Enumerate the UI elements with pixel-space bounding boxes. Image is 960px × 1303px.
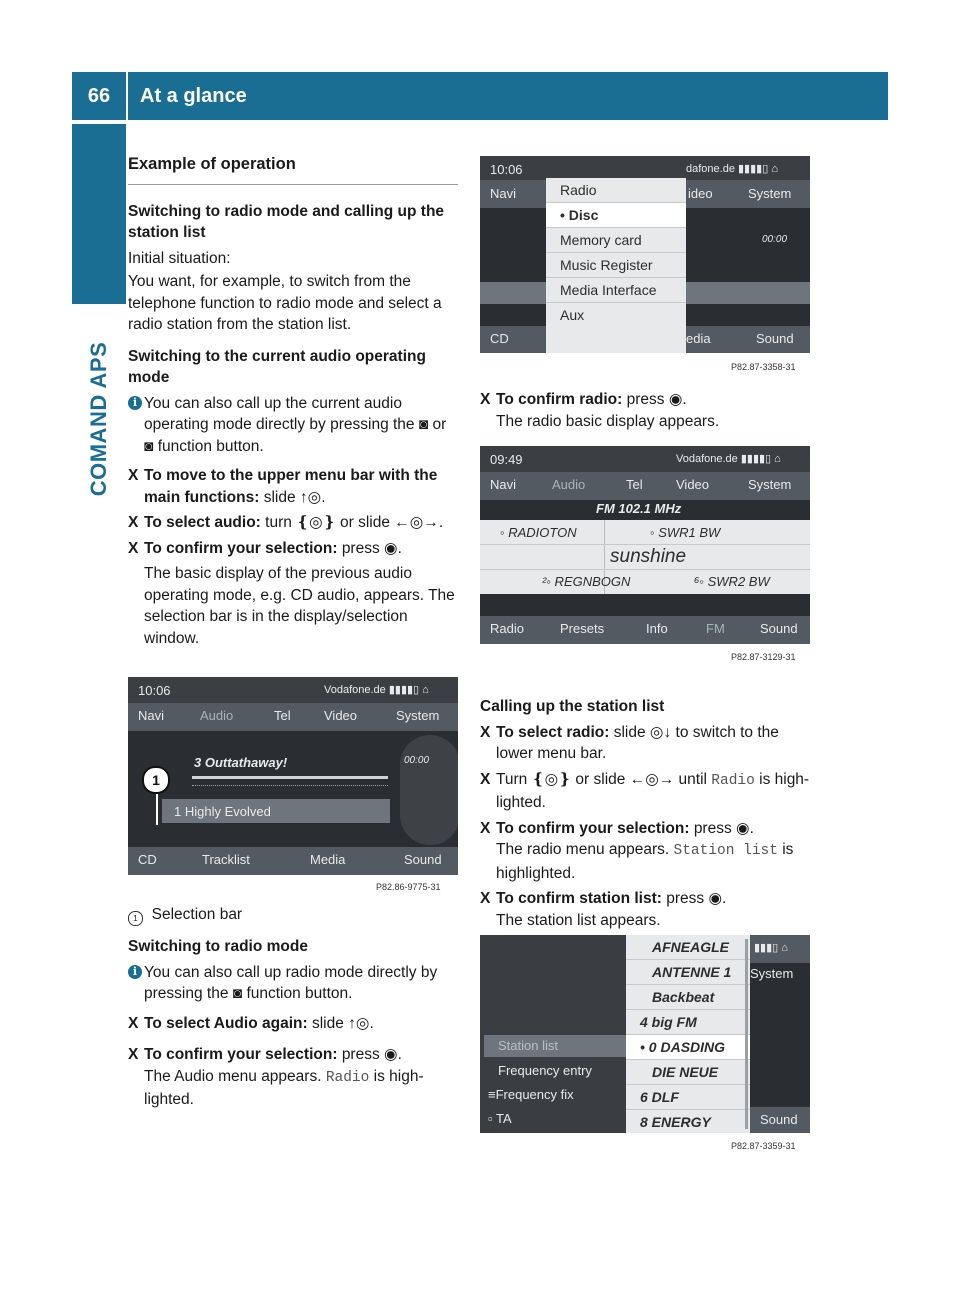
radio-button-icon: ◙	[232, 985, 243, 1002]
step-bullet-icon: X	[128, 1014, 139, 1032]
step: X To confirm station list: press ◉. The station list appears.	[480, 890, 727, 929]
step-bullet-icon: X	[480, 890, 491, 907]
page-header	[72, 72, 888, 120]
left-column-continued	[128, 904, 458, 1115]
paragraph: Initial situation:	[128, 249, 231, 267]
step-description: The basic display of the previous audio operating mode, e.g. CD audio, appears. The selection bar is in the display/selection window.	[144, 565, 455, 647]
subheading: Switching to radio mode and calling up the station list	[128, 202, 445, 241]
station-list: AFNEAGLE ANTENNE 1 Backbeat 4 big FM • 0 DASDING DIE NEUE 6 DLF 8 ENERGY	[626, 935, 750, 1133]
subheading: Switching to the current audio operating mode	[128, 347, 426, 386]
turn-controller-icon: ❴◎❵	[296, 514, 336, 531]
info-icon: i	[128, 396, 142, 410]
info-note: i You can also call up radio mode directly by pressing the ◙ function button.	[128, 962, 458, 1005]
info-note: i You can also call up the current audio operating mode directly by pressing the ◙ or ◙ function button.	[128, 393, 458, 458]
side-tab	[72, 124, 126, 304]
legend: 1 Selection bar	[128, 904, 458, 926]
page-title: At a glance	[140, 85, 247, 107]
step-bullet-icon: X	[480, 819, 491, 837]
step: X To select radio: slide ◎↓ to switch to the lower menu bar.	[480, 723, 779, 762]
step: X To confirm your selection: press ◉. The radio menu appears. Station list is highlighted.	[480, 819, 794, 882]
step: X To select audio: turn ❴◎❵ or slide ←◎→.	[128, 512, 458, 534]
disc-button-icon: ◙	[144, 437, 154, 455]
slide-up-icon: ↑◎	[348, 1014, 370, 1032]
slide-up-icon: ↑◎	[299, 488, 322, 506]
screen-radio: 09:49 Vodafone.de ▮▮▮▮▯ ⌂ Navi Audio Tel Video System FM 102.1 MHz ◦ RADIOTON ◦ SWR1 BW sunshine ²◦ REGNBOGN ⁶◦ SWR2 BW Radio Presets Info FM Sound	[480, 446, 810, 644]
step-bullet-icon: X	[128, 539, 139, 557]
step: X To select Audio again: slide ↑◎.	[128, 1013, 458, 1035]
audio-menu-list: Radio • Disc Memory card Music Register Media Interface Aux	[546, 178, 686, 353]
page-number: 66	[87, 85, 111, 107]
slide-left-right-icon: ←◎→	[394, 514, 439, 531]
press-controller-icon: ◉	[736, 819, 750, 837]
left-column	[128, 154, 458, 659]
step: X To confirm radio: press ◉. The radio basic display appears.	[480, 391, 720, 430]
press-controller-icon: ◉	[384, 539, 398, 557]
step-bullet-icon: X	[128, 1046, 139, 1063]
screen-audio-menu: 10:06 dafone.de ▮▮▮▮▯ ⌂ Navi ideo System 00:00 CD edia Sound Radio • Disc Memory card Music Register Media Interface Aux	[480, 156, 810, 353]
step: X To confirm your selection: press ◉.	[128, 538, 458, 560]
info-icon: i	[128, 965, 142, 979]
step: X To move to the upper menu bar with the main functions: slide ↑◎.	[128, 467, 438, 506]
header-divider	[126, 72, 128, 120]
step-bullet-icon: X	[128, 514, 139, 531]
press-controller-icon: ◉	[708, 890, 722, 907]
right-column-continued	[480, 686, 815, 935]
image-code: P82.86-9775-31	[376, 882, 441, 892]
step-bullet-icon: X	[128, 467, 139, 484]
step-bullet-icon: X	[480, 723, 491, 741]
side-label: COMAND APS	[86, 341, 111, 497]
step: X To confirm your selection: press ◉. The Audio menu appears. Radio is high-lighted.	[128, 1046, 424, 1108]
turn-controller-icon: ❴◎❵	[531, 770, 572, 788]
image-code: P82.87-3129-31	[731, 652, 796, 662]
section-heading: Example of operation	[128, 154, 458, 185]
image-code: P82.87-3358-31	[731, 362, 796, 372]
subheading: Calling up the station list	[480, 698, 665, 715]
paragraph: You want, for example, to switch from the telephone function to radio mode and select a radio station from the station list.	[128, 273, 442, 333]
slide-down-icon: ◎↓	[649, 723, 672, 741]
press-controller-icon: ◉	[384, 1046, 398, 1063]
step-bullet-icon: X	[480, 770, 491, 788]
step: X Turn ❴◎❵ or slide ←◎→ until Radio is high-lighted.	[480, 770, 810, 811]
image-code: P82.87-3359-31	[731, 1141, 796, 1151]
radio-button-icon: ◙	[418, 416, 429, 433]
callout-1: 1	[142, 766, 170, 794]
right-column	[480, 389, 815, 436]
screen-audio: 10:06 Vodafone.de ▮▮▮▮▯ ⌂ Navi Audio Tel Video System 3 Outtathaway! 00:00 1 Highly Evolved CD Tracklist Media Sound	[128, 677, 458, 875]
screen-station-list: Station list Frequency entry ≡Frequency fix ▫ TA ▮▮▮▯ ⌂ System Sound AFNEAGLE ANTENNE 1 Backbeat 4 big FM • 0 DASDING DIE NEUE 6 DLF 8 ENERGY	[480, 935, 810, 1133]
slide-left-right-icon: ←◎→	[629, 770, 675, 788]
step-bullet-icon: X	[480, 391, 491, 408]
subheading: Switching to radio mode	[128, 938, 308, 955]
press-controller-icon: ◉	[668, 391, 683, 408]
